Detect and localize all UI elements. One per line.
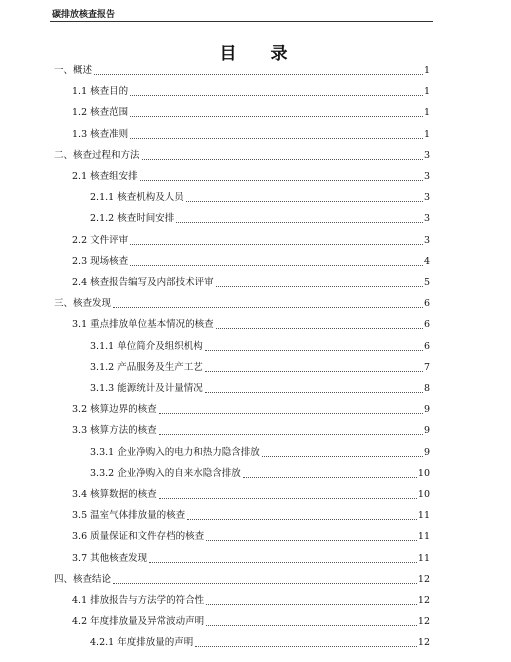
toc-entry-label: 3.3 核算方法的核查	[72, 425, 157, 437]
toc-entry-page: 1	[423, 86, 430, 98]
toc-entry[interactable]	[72, 317, 430, 331]
toc-entry-label: 2.1 核查组安排	[72, 171, 138, 182]
toc-entry[interactable]	[90, 466, 430, 480]
toc-leader-dots	[149, 562, 417, 563]
toc-leader-dots	[205, 371, 423, 372]
toc-entry-label: 3.1 重点排放单位基本情况的核查	[72, 319, 214, 331]
toc-entry-label: 1.2 核查范围	[72, 107, 129, 119]
toc-entry-label: 二、核查过程和方法	[54, 149, 140, 161]
toc-entry-page: 12	[417, 595, 430, 606]
toc-leader-dots	[186, 201, 423, 202]
toc-entry-label: 1.3 核查准则	[72, 128, 129, 140]
toc-leader-dots	[130, 116, 423, 117]
toc-leader-dots	[262, 456, 423, 457]
toc-leader-dots	[243, 477, 417, 478]
toc-entry[interactable]	[72, 529, 430, 543]
toc-entry[interactable]	[72, 84, 430, 98]
toc-entry-label: 2.1.1 核查机构及人员	[90, 192, 184, 204]
toc-leader-dots	[130, 244, 423, 245]
toc-entry-page: 3	[423, 171, 430, 182]
toc-leader-dots	[195, 646, 417, 647]
toc-entry[interactable]	[90, 381, 430, 395]
toc-entry-label: 2.2 文件评审	[72, 234, 129, 246]
toc-entry[interactable]	[54, 63, 430, 77]
toc-entry-page: 1	[423, 65, 430, 76]
toc-entry-page: 10	[417, 489, 430, 500]
toc-entry-page: 3	[423, 192, 430, 204]
toc-leader-dots	[205, 350, 423, 351]
toc-entry[interactable]	[90, 635, 430, 649]
toc-leader-dots	[130, 265, 423, 266]
toc-entry[interactable]	[72, 169, 430, 183]
toc-entry-page: 12	[417, 573, 430, 585]
toc-entry-label: 3.7 其他核查发现	[72, 552, 148, 564]
toc-entry-label: 2.1.2 核查时间安排	[90, 213, 175, 225]
toc-entry[interactable]	[72, 593, 430, 607]
toc-title: 目 录	[219, 44, 302, 64]
toc-leader-dots	[216, 286, 423, 287]
toc-leader-dots	[94, 74, 423, 75]
toc-entry[interactable]	[72, 275, 430, 289]
toc-entry-label: 3.3.1 企业净购入的电力和热力隐含排放	[90, 446, 260, 458]
toc-entry-page: 11	[417, 552, 430, 564]
toc-leader-dots	[142, 159, 423, 160]
toc-entry-page: 8	[423, 383, 430, 394]
toc-leader-dots	[130, 95, 423, 96]
toc-entry-label: 3.4 核算数据的核查	[72, 489, 157, 500]
toc-entry-label: 2.3 现场核查	[72, 255, 129, 267]
toc-entry[interactable]	[90, 339, 430, 353]
toc-leader-dots	[216, 328, 423, 329]
toc-leader-dots	[187, 519, 417, 520]
toc-leader-dots	[205, 392, 423, 393]
toc-entry[interactable]	[54, 296, 430, 310]
toc-entry[interactable]	[72, 105, 430, 119]
toc-leader-dots	[113, 307, 423, 308]
toc-entry[interactable]	[72, 423, 430, 437]
toc-leader-dots	[113, 583, 417, 584]
toc-entry-page: 9	[423, 425, 430, 437]
toc-entry[interactable]	[72, 551, 430, 565]
toc-entry[interactable]	[90, 190, 430, 204]
toc-entry-page: 11	[417, 510, 430, 522]
toc-entry-page: 9	[423, 404, 430, 416]
toc-entry-label: 一、概述	[54, 65, 93, 76]
toc-leader-dots	[159, 434, 423, 435]
toc-entry-page: 7	[423, 361, 430, 373]
toc-entry-label: 3.3.2 企业净购入的自来水隐含排放	[90, 467, 241, 479]
toc-leader-dots	[206, 540, 417, 541]
toc-entry-page: 9	[423, 446, 430, 458]
toc-entry[interactable]	[90, 445, 430, 459]
toc-entry-page: 10	[417, 467, 430, 479]
toc-entry[interactable]	[72, 614, 430, 628]
toc-entry[interactable]	[90, 211, 430, 225]
toc-entry-label: 3.1.2 产品服务及生产工艺	[90, 361, 203, 373]
toc-leader-dots	[176, 222, 423, 223]
toc-entry-label: 4.2 年度排放量及异常波动声明	[72, 616, 205, 628]
toc-entry[interactable]	[54, 572, 430, 586]
toc-entry-page: 4	[423, 255, 430, 267]
toc-entry-label: 三、核查发现	[54, 298, 112, 310]
toc-entry-page: 3	[423, 149, 430, 161]
toc-entry-page: 11	[417, 531, 430, 543]
toc-entry-label: 四、核查结论	[54, 573, 112, 585]
toc-entry-label: 4.2.1 年度排放量的声明	[90, 637, 194, 649]
toc-entry-page: 3	[423, 213, 430, 225]
toc-leader-dots	[206, 604, 417, 605]
toc-entry-page: 5	[423, 277, 430, 288]
toc-entry-page: 3	[423, 234, 430, 246]
toc-entry[interactable]	[54, 148, 430, 162]
toc-entry-page: 1	[423, 128, 430, 140]
toc-entry-label: 3.2 核算边界的核查	[72, 404, 157, 416]
toc-leader-dots	[140, 180, 423, 181]
toc-entry-page: 12	[417, 616, 430, 628]
toc-entry-page: 6	[423, 298, 430, 310]
toc-entry-label: 3.1.3 能源统计及计量情况	[90, 383, 203, 394]
toc-leader-dots	[130, 138, 423, 139]
toc-leader-dots	[159, 498, 417, 499]
running-header: 碳排放核查报告	[52, 10, 116, 20]
toc-entry-label: 4.1 排放报告与方法学的符合性	[72, 595, 205, 606]
toc-leader-dots	[206, 625, 417, 626]
toc-entry-page: 1	[423, 107, 430, 119]
toc-entry-label: 3.5 温室气体排放量的核查	[72, 510, 186, 522]
toc-entry-label: 3.1.1 单位简介及组织机构	[90, 340, 203, 352]
toc-entry-label: 1.1 核查目的	[72, 86, 129, 98]
toc-entry[interactable]	[72, 487, 430, 501]
toc-leader-dots	[159, 413, 423, 414]
header-divider	[50, 21, 433, 22]
toc-entry-page: 6	[423, 340, 430, 352]
toc-entry-page: 12	[417, 637, 430, 649]
toc-entry[interactable]	[72, 508, 430, 522]
toc-entry[interactable]	[90, 360, 430, 374]
toc-entry-page: 6	[423, 319, 430, 331]
toc-entry-label: 2.4 核查报告编写及内部技术评审	[72, 277, 214, 288]
toc-entry[interactable]	[72, 254, 430, 268]
toc-entry[interactable]	[72, 127, 430, 141]
toc-entry[interactable]	[72, 402, 430, 416]
toc-entry[interactable]	[72, 233, 430, 247]
toc-entry-label: 3.6 质量保证和文件存档的核查	[72, 531, 205, 543]
